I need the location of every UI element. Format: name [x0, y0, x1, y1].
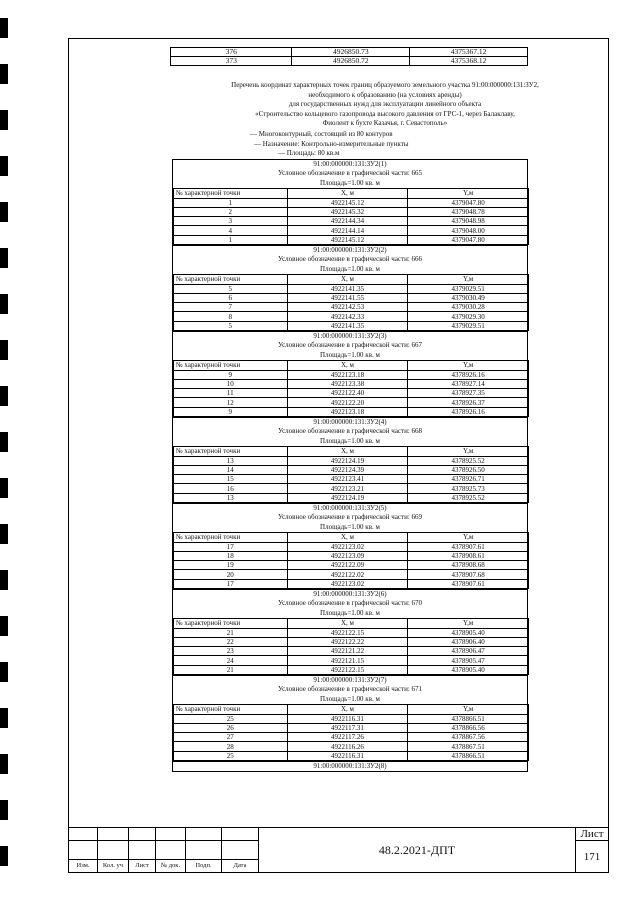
table-row: [174, 217, 529, 226]
table-row: [174, 570, 529, 579]
y-coordinate: 4378866.51: [408, 714, 529, 723]
plot-block: [172, 503, 528, 589]
header-point: № характерной точки: [174, 447, 288, 456]
stamp-list: Лист: [129, 859, 156, 872]
binder-mark: [0, 754, 8, 774]
point-number: 27: [174, 733, 288, 742]
table-row: [174, 665, 529, 674]
x-coordinate: 4922123.38: [287, 379, 408, 388]
table-header-row: [174, 189, 529, 198]
table-row: [174, 656, 529, 665]
table-row: [174, 637, 529, 646]
y-coordinate: 4379030.28: [408, 303, 529, 312]
binder-mark: [0, 846, 8, 866]
plot-area: Площадь=1.00 кв. м: [320, 694, 380, 703]
y-coordinate: 4378867.56: [408, 733, 529, 742]
table-row: [174, 628, 529, 637]
y-coordinate: 4378926.16: [408, 407, 529, 416]
y-coordinate: 4378907.61: [408, 579, 529, 588]
table-row: [174, 284, 529, 293]
x-coordinate: 4922122.09: [287, 561, 408, 570]
point-number: 6: [174, 293, 288, 302]
point-number: 13: [174, 456, 288, 465]
x-coordinate: 4922123.02: [287, 542, 408, 551]
stamp-izm: Изм.: [69, 859, 98, 872]
point-number: 23: [174, 647, 288, 656]
table-row: [174, 370, 529, 379]
plot-area: Площадь=1.00 кв. м: [320, 178, 380, 187]
x-coordinate: 4922122.15: [287, 665, 408, 674]
continued-coordinates-table: [170, 47, 528, 66]
section-title: [180, 81, 590, 129]
header-x: X, м: [287, 189, 408, 198]
x-coordinate: 4922141.55: [287, 293, 408, 302]
stamp-data: Дата: [222, 859, 259, 872]
y-coordinate: 4378925.52: [408, 493, 529, 502]
x-coordinate: 4922144.34: [287, 217, 408, 226]
x-coordinate: 4922117.26: [287, 733, 408, 742]
area-info: — Площадь: 80 кв.м: [278, 149, 340, 157]
y-coordinate: 4379029.30: [408, 312, 529, 321]
title-line: «Строительство кольцевого газопровода высокого давления от ГРС-1, через Балаклаву,: [255, 109, 515, 118]
y-coordinate: 4378905.47: [408, 656, 529, 665]
plot-area: Площадь=1.00 кв. м: [320, 522, 380, 531]
x-coordinate: 4922141.35: [287, 321, 408, 330]
point-number: 12: [174, 398, 288, 407]
contour-info: — Многоконтурный, состоящий из 80 контуров: [250, 130, 393, 138]
y-coordinate: 4379048.78: [408, 207, 529, 216]
point-number: 26: [174, 723, 288, 732]
plot-designation: Условное обозначение в графической части: 669: [277, 513, 423, 522]
y-coordinate: 4378906.40: [408, 637, 529, 646]
point-number: 11: [174, 389, 288, 398]
point-number: 14: [174, 465, 288, 474]
plot-id: 91:00:000000:131:ЗУ2(5): [313, 504, 387, 512]
point-number: 24: [174, 656, 288, 665]
x-coordinate: 4922116.31: [287, 751, 408, 760]
point-number: 373: [171, 57, 292, 66]
purpose-info: — Назначение: Контрольно-измерительные пункты: [254, 139, 409, 148]
y-coordinate: 4379047.80: [408, 235, 529, 244]
plot-area: Площадь=1.00 кв. м: [320, 264, 380, 273]
table-row: [174, 542, 529, 551]
point-number: 1: [174, 198, 288, 207]
title-line: Фиолент к бухте Казачья, г. Севастополь»: [322, 119, 448, 127]
point-number: 28: [174, 742, 288, 751]
binder-mark: [0, 524, 8, 544]
table-row: [174, 465, 529, 474]
plot-designation: Условное обозначение в графической части: 667: [277, 341, 423, 350]
table-row: [174, 198, 529, 207]
header-x: X, м: [287, 361, 408, 370]
header-x: X, м: [287, 705, 408, 714]
table-row: [174, 579, 529, 588]
point-number: 2: [174, 207, 288, 216]
plot-id: 91:00:000000:131:ЗУ2(3): [313, 332, 387, 340]
coordinates-table: [173, 274, 529, 331]
x-coordinate: 4922124.19: [287, 456, 408, 465]
plots-container: [172, 159, 528, 772]
header-y: Y,м: [408, 533, 529, 542]
sheet-number: 171: [576, 841, 609, 873]
point-number: 10: [174, 379, 288, 388]
title-line: Перечень координат характерных точек границ образуемого земельного участка 91:00:000000:131:ЗУ2,: [231, 81, 539, 89]
header-point: № характерной точки: [174, 619, 288, 628]
binder-mark: [0, 616, 8, 636]
point-number: 17: [174, 542, 288, 551]
table-row: [174, 733, 529, 742]
y-coordinate: 4379030.49: [408, 293, 529, 302]
plot-area: Площадь=1.00 кв. м: [320, 608, 380, 617]
point-number: 7: [174, 303, 288, 312]
table-row: [174, 742, 529, 751]
x-coordinate: 4922123.18: [287, 407, 408, 416]
x-coordinate: 4922124.39: [287, 465, 408, 474]
binder-mark: [0, 64, 8, 84]
coordinates-table: [173, 188, 529, 245]
header-y: Y,м: [408, 361, 529, 370]
table-row: [174, 303, 529, 312]
plot-block: [172, 245, 528, 331]
sheet-label: Лист: [576, 828, 609, 841]
binder-mark: [0, 340, 8, 360]
y-coordinate: 4378905.40: [408, 628, 529, 637]
y-coordinate: 4379048.00: [408, 226, 529, 235]
y-coordinate: 4378907.68: [408, 570, 529, 579]
x-coordinate: 4922122.20: [287, 398, 408, 407]
table-row: [174, 551, 529, 560]
point-number: 376: [171, 48, 292, 57]
x-coordinate: 4922123.02: [287, 579, 408, 588]
y-coordinate: 4378866.51: [408, 751, 529, 760]
header-x: X, м: [287, 619, 408, 628]
header-point: № характерной точки: [174, 705, 288, 714]
coordinates-table: [173, 704, 529, 761]
x-coordinate: 4922117.31: [287, 723, 408, 732]
plot-block: [172, 589, 528, 675]
binder-mark: [0, 478, 8, 498]
header-y: Y,м: [408, 275, 529, 284]
plot-block: [172, 159, 528, 245]
x-coordinate: 4922145.12: [287, 198, 408, 207]
binder-mark: [0, 294, 8, 314]
y-coordinate: 4378906.47: [408, 647, 529, 656]
header-y: Y,м: [408, 447, 529, 456]
parcel-summary: [250, 130, 500, 159]
point-number: 8: [174, 312, 288, 321]
y-coordinate: 4378867.51: [408, 742, 529, 751]
table-row: [174, 751, 529, 760]
table-header-row: [174, 447, 529, 456]
header-point: № характерной точки: [174, 361, 288, 370]
y-coordinate: 4378905.40: [408, 665, 529, 674]
x-coordinate: 4922123.18: [287, 370, 408, 379]
point-number: 18: [174, 551, 288, 560]
y-coordinate: 4378926.16: [408, 370, 529, 379]
plot-designation: Условное обозначение в графической части: 671: [277, 685, 423, 694]
binder-mark: [0, 708, 8, 728]
y-coordinate: 4378925.73: [408, 484, 529, 493]
table-row: [171, 57, 528, 66]
table-row: [174, 389, 529, 398]
header-point: № характерной точки: [174, 189, 288, 198]
header-x: X, м: [287, 275, 408, 284]
binder-mark: [0, 156, 8, 176]
point-number: 25: [174, 714, 288, 723]
title-block: [68, 827, 609, 873]
header-y: Y,м: [408, 189, 529, 198]
point-number: 13: [174, 493, 288, 502]
x-coordinate: 4922123.09: [287, 551, 408, 560]
point-number: 9: [174, 370, 288, 379]
x-coordinate: 4922145.12: [287, 235, 408, 244]
plot-area: Площадь=1.00 кв. м: [320, 350, 380, 359]
y-coordinate: 4378926.50: [408, 465, 529, 474]
y-coordinate: 4375368.12: [410, 57, 528, 66]
x-coordinate: 4922121.22: [287, 647, 408, 656]
x-coordinate: 4926850.72: [292, 57, 410, 66]
header-y: Y,м: [408, 619, 529, 628]
header-point: № характерной точки: [174, 275, 288, 284]
coordinates-table: [173, 360, 529, 417]
table-row: [174, 312, 529, 321]
point-number: 17: [174, 579, 288, 588]
y-coordinate: 4379029.51: [408, 284, 529, 293]
x-coordinate: 4922145.32: [287, 207, 408, 216]
binder-mark: [0, 248, 8, 268]
x-coordinate: 4922116.31: [287, 714, 408, 723]
point-number: 20: [174, 570, 288, 579]
y-coordinate: 4379029.51: [408, 321, 529, 330]
table-header-row: [174, 275, 529, 284]
binder-mark: [0, 800, 8, 820]
binder-mark: [0, 18, 8, 38]
title-line: необходимого к образованию (на условиях аренды): [308, 90, 462, 99]
plot-block: [172, 417, 528, 503]
x-coordinate: 4922122.02: [287, 570, 408, 579]
table-row: [174, 647, 529, 656]
plot-id: 91:00:000000:131:ЗУ2(7): [313, 676, 387, 684]
table-row: [174, 235, 529, 244]
point-number: 1: [174, 235, 288, 244]
x-coordinate: 4922122.40: [287, 389, 408, 398]
point-number: 3: [174, 217, 288, 226]
coordinates-table: [173, 532, 529, 589]
y-coordinate: 4378927.14: [408, 379, 529, 388]
y-coordinate: 4379048.98: [408, 217, 529, 226]
binder-mark: [0, 386, 8, 406]
stamp-kol-uch: Кол. уч: [98, 859, 129, 872]
table-row: [174, 398, 529, 407]
point-number: 19: [174, 561, 288, 570]
plot-block: [172, 331, 528, 417]
x-coordinate: 4922122.15: [287, 628, 408, 637]
point-number: 4: [174, 226, 288, 235]
plot-designation: Условное обозначение в графической части: 666: [277, 255, 423, 264]
stamp-podp: Подп.: [186, 859, 222, 872]
plot-id: 91:00:000000:131:ЗУ2(6): [313, 590, 387, 598]
binder-mark: [0, 662, 8, 682]
coordinates-table: [173, 618, 529, 675]
plot-id: 91:00:000000:131:ЗУ2(1): [313, 160, 387, 168]
y-coordinate: 4378926.37: [408, 398, 529, 407]
x-coordinate: 4922123.41: [287, 475, 408, 484]
x-coordinate: 4922121.15: [287, 656, 408, 665]
plot-id: 91:00:000000:131:ЗУ2(2): [313, 246, 387, 254]
point-number: 9: [174, 407, 288, 416]
y-coordinate: 4378925.52: [408, 456, 529, 465]
x-coordinate: 4926850.73: [292, 48, 410, 57]
table-row: [174, 226, 529, 235]
table-header-row: [174, 705, 529, 714]
table-row: [174, 207, 529, 216]
y-coordinate: 4378866.56: [408, 723, 529, 732]
point-number: 15: [174, 475, 288, 484]
table-row: [174, 484, 529, 493]
x-coordinate: 4922123.21: [287, 484, 408, 493]
table-header-row: [174, 361, 529, 370]
plot-id: 91:00:000000:131:ЗУ2(4): [313, 418, 387, 426]
binder-mark: [0, 110, 8, 130]
plot-id: 91:00:000000:131:ЗУ2(8): [313, 762, 387, 770]
y-coordinate: 4375367.12: [410, 48, 528, 57]
x-coordinate: 4922142.33: [287, 312, 408, 321]
plot-designation: Условное обозначение в графической части: 670: [277, 599, 423, 608]
binder-mark: [0, 432, 8, 452]
table-row: [174, 714, 529, 723]
y-coordinate: 4378907.61: [408, 542, 529, 551]
table-row: [174, 407, 529, 416]
point-number: 21: [174, 665, 288, 674]
table-row: [174, 561, 529, 570]
table-row: [174, 293, 529, 302]
plot-area: Площадь=1.00 кв. м: [320, 436, 380, 445]
y-coordinate: 4378908.68: [408, 561, 529, 570]
point-number: 22: [174, 637, 288, 646]
plot-designation: Условное обозначение в графической части: 665: [277, 169, 423, 178]
y-coordinate: 4378927.35: [408, 389, 529, 398]
y-coordinate: 4378908.61: [408, 551, 529, 560]
plot-block: [172, 675, 528, 761]
header-point: № характерной точки: [174, 533, 288, 542]
x-coordinate: 4922124.19: [287, 493, 408, 502]
coordinates-table: [173, 446, 529, 503]
header-x: X, м: [287, 533, 408, 542]
plot-block: [172, 761, 528, 772]
table-row: [174, 321, 529, 330]
x-coordinate: 4922144.14: [287, 226, 408, 235]
y-coordinate: 4378926.71: [408, 475, 529, 484]
table-header-row: [174, 619, 529, 628]
y-coordinate: 4379047.80: [408, 198, 529, 207]
binder-mark: [0, 202, 8, 222]
x-coordinate: 4922141.35: [287, 284, 408, 293]
x-coordinate: 4922142.53: [287, 303, 408, 312]
x-coordinate: 4922116.26: [287, 742, 408, 751]
table-row: [174, 493, 529, 502]
plot-designation: Условное обозначение в графической части: 668: [277, 427, 423, 436]
point-number: 16: [174, 484, 288, 493]
point-number: 25: [174, 751, 288, 760]
point-number: 5: [174, 284, 288, 293]
table-row: [174, 723, 529, 732]
table-row: [174, 379, 529, 388]
point-number: 21: [174, 628, 288, 637]
x-coordinate: 4922122.22: [287, 637, 408, 646]
stamp-n-dok: № док.: [156, 859, 186, 872]
header-y: Y,м: [408, 705, 529, 714]
table-row: [174, 475, 529, 484]
binder-mark: [0, 570, 8, 590]
table-header-row: [174, 533, 529, 542]
document-code: 48.2.2021-ДПТ: [259, 828, 576, 873]
title-line: для государственных нужд для эксплуатации линейного объекта: [288, 100, 482, 108]
point-number: 5: [174, 321, 288, 330]
table-row: [174, 456, 529, 465]
header-x: X, м: [287, 447, 408, 456]
